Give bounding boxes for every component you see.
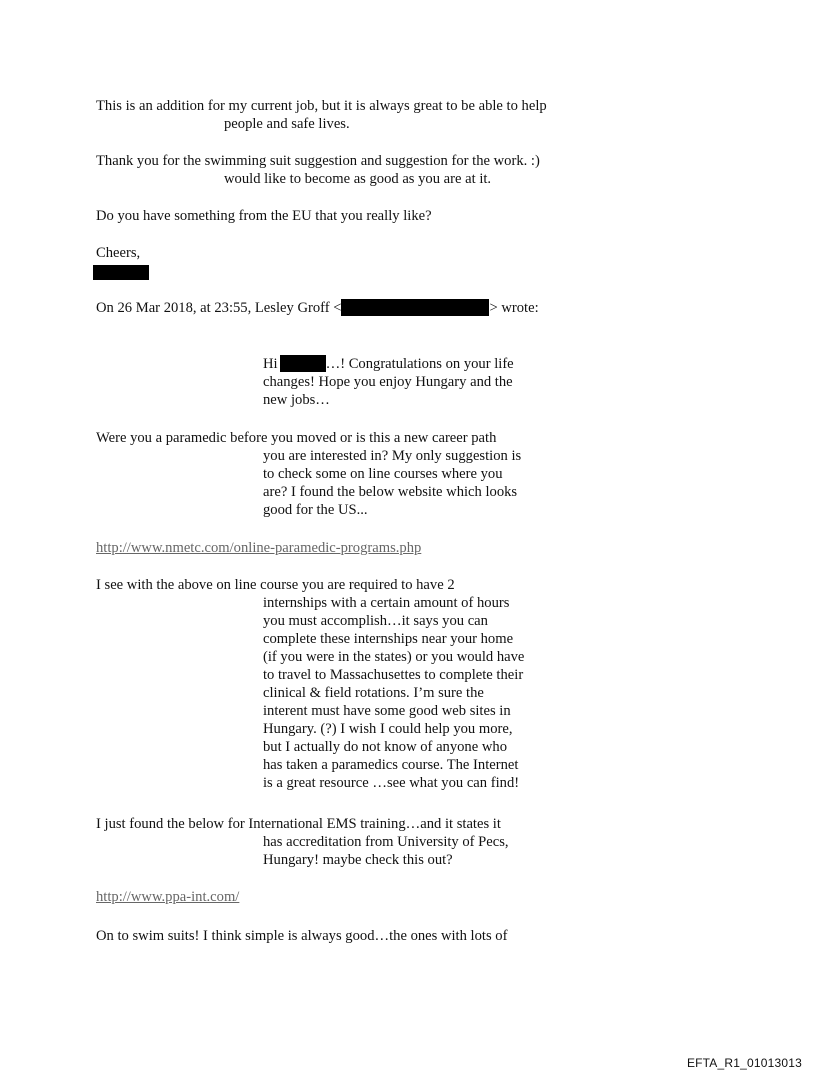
paragraph-line: complete these internships near your home [263,631,514,647]
greeting-start: Hi [263,356,278,372]
program-link[interactable]: http://www.nmetc.com/online-paramedic-programs.php [96,540,422,556]
paragraph-line: has taken a paramedics course. The Internet [263,757,519,773]
paragraph-line: to check some on line courses where you [263,466,503,482]
paragraph-line: people and safe lives. [224,116,350,132]
greeting-rest: …! Congratulations on your life [325,356,514,372]
training-link[interactable]: http://www.ppa-int.com/ [96,889,240,905]
paragraph-line: On to swim suits! I think simple is always good…the ones with lots of [96,928,508,944]
paragraph-line: good for the US... [263,502,368,518]
document-id: EFTA_R1_01013013 [686,1056,802,1070]
paragraph-line: Do you have something from the EU that you really like? [96,208,432,224]
paragraph-line: interent must have some good web sites in [263,703,511,719]
paragraph-line: but I actually do not know of anyone who [263,739,507,755]
reply-header-prefix: On 26 Mar 2018, at 23:55, Lesley Groff < [96,300,342,316]
paragraph-line: I just found the below for International EMS training…and it states it [96,816,501,832]
redaction-box [93,265,149,280]
reply-header-suffix: > wrote: [489,300,539,316]
reply-header [96,299,539,317]
paragraph-line: are? I found the below website which looks [263,484,518,500]
paragraph-line: internships with a certain amount of hours [263,595,510,611]
paragraph-line: This is an addition for my current job, but it is always great to be able to help [96,98,547,114]
paragraph-line: I see with the above on line course you are required to have 2 [96,577,455,593]
redaction-box [341,299,489,316]
paragraph-line: new jobs… [263,392,330,408]
paragraph-line: clinical & field rotations. I’m sure the [263,685,484,701]
paragraph-line [263,355,514,373]
paragraph-line: Hungary! maybe check this out? [263,852,453,868]
paragraph-line: Hungary. (?) I wish I could help you more, [263,721,513,737]
paragraph-line: is a great resource …see what you can find! [263,775,520,791]
paragraph-line: (if you were in the states) or you would have [263,649,525,665]
paragraph-line: Thank you for the swimming suit suggestion and suggestion for the work. :) [96,153,540,169]
redaction-box [280,355,326,372]
signoff: Cheers, [96,245,141,261]
paragraph-line: you are interested in? My only suggestion is [263,448,522,464]
paragraph-line: you must accomplish…it says you can [263,613,488,629]
paragraph-line: Were you a paramedic before you moved or is this a new career path [96,430,497,446]
paragraph-line: has accreditation from University of Pecs, [263,834,509,850]
paragraph-line: changes! Hope you enjoy Hungary and the [263,374,513,390]
paragraph-line: would like to become as good as you are at it. [224,171,492,187]
paragraph-line: to travel to Massachusettes to complete their [263,667,524,683]
